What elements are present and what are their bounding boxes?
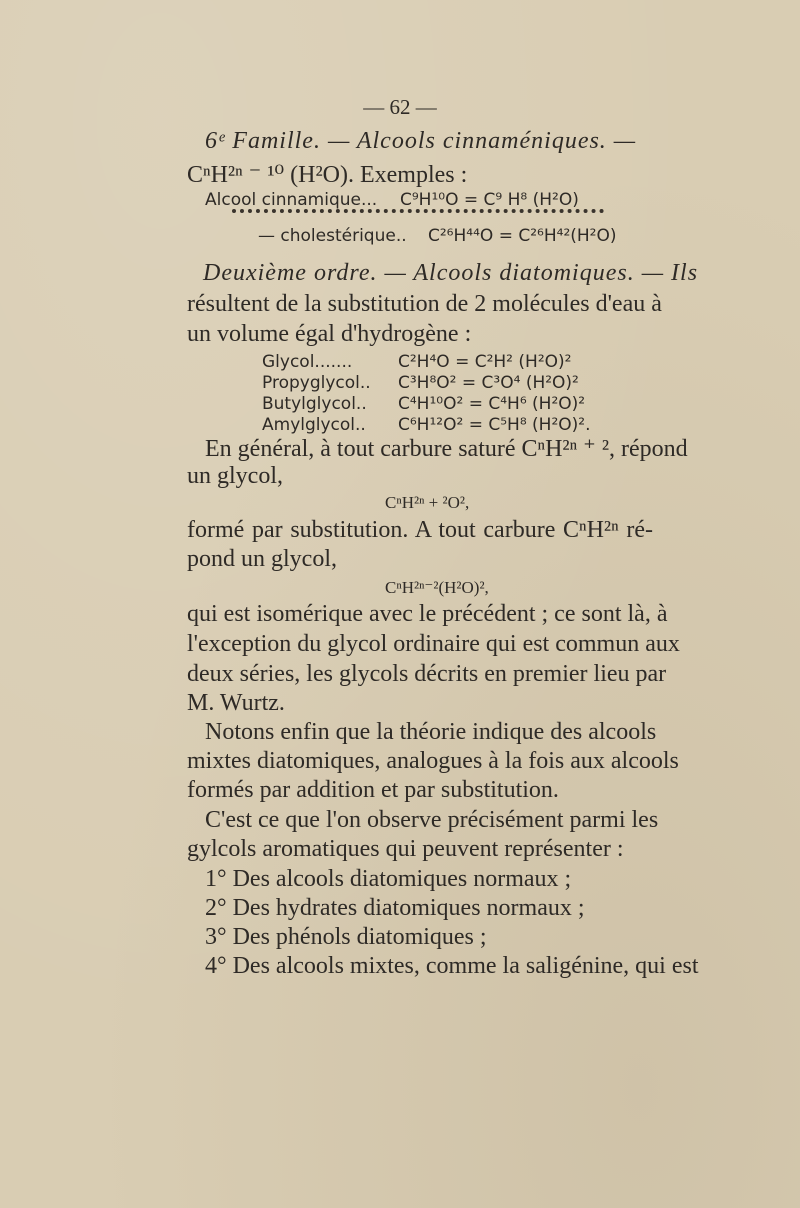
example-name: Alcool cinnamique...: [205, 190, 378, 210]
glycol-formula: C²H⁴O = C²H² (H²O)²: [398, 352, 572, 372]
second-order-title: Deuxième ordre. — Alcools diatomiques. — Ils: [203, 260, 699, 286]
glycol-name: Propyglycol..: [262, 373, 371, 393]
list-item: 2° Des hydrates diatomiques normaux ;: [205, 895, 585, 921]
list-item: 3° Des phénols diatomiques ;: [205, 924, 487, 950]
body-line: formés par addition et par substitution.: [187, 777, 559, 803]
body-line: En général, à tout carbure saturé CⁿH²ⁿ ⁺ ², répond: [205, 436, 688, 462]
body-line: M. Wurtz.: [187, 690, 285, 716]
body-line: un glycol,: [187, 463, 283, 489]
family-number: 6ᵉ: [205, 128, 226, 154]
second-order-line: résultent de la substitution de 2 molécules d'eau à: [187, 291, 662, 317]
body-formula: CⁿH²ⁿ + ²O²,: [385, 493, 470, 512]
body-line: deux séries, les glycols décrits en premier lieu par: [187, 661, 667, 687]
example-formula: C²⁶H⁴⁴O = C²⁶H⁴²(H²O): [428, 226, 617, 246]
body-line: mixtes diatomiques, analogues à la fois aux alcools: [187, 748, 679, 774]
body-line: qui est isomérique avec le précédent ; ce sont là, à: [187, 601, 668, 627]
dotted-leader: [232, 209, 604, 221]
glycol-formula: C⁴H¹⁰O² = C⁴H⁶ (H²O)²: [398, 394, 586, 414]
body-line: gylcols aromatiques qui peuvent représenter :: [187, 836, 624, 862]
page-number: — 62 —: [363, 95, 437, 119]
family-formula-line: CⁿH²ⁿ ⁻ ¹⁰ (H²O). Exemples :: [187, 162, 468, 188]
second-order-line: un volume égal d'hydrogène :: [187, 321, 472, 347]
family-heading: [205, 128, 636, 155]
glycol-formula: C³H⁸O² = C³O⁴ (H²O)²: [398, 373, 579, 393]
example-formula: C⁹H¹⁰O = C⁹ H⁸ (H²O): [400, 190, 579, 210]
list-item: 1° Des alcools diatomiques normaux ;: [205, 866, 572, 892]
body-line: l'exception du glycol ordinaire qui est commun aux: [187, 631, 680, 657]
body-line: C'est ce que l'on observe précisément parmi les: [205, 807, 659, 833]
example-name: — cholestérique..: [258, 226, 407, 246]
glycol-name: Glycol.......: [262, 352, 353, 372]
glycol-formula: C⁶H¹²O² = C⁵H⁸ (H²O)².: [398, 415, 591, 435]
body-formula: CⁿH²ⁿ⁻²(H²O)²,: [385, 578, 489, 597]
list-item: 4° Des alcools mixtes, comme la saligénine, qui est: [205, 953, 699, 979]
body-line: pond un glycol,: [187, 546, 337, 572]
glycol-name: Butylglycol..: [262, 394, 367, 414]
glycol-name: Amylglycol..: [262, 415, 366, 435]
body-line: formé par substitution. A tout carbure CⁿH²ⁿ ré-: [187, 517, 653, 543]
family-title: Famille. — Alcools cinnaméniques. —: [232, 128, 637, 154]
body-line: Notons enfin que la théorie indique des alcools: [205, 719, 657, 745]
